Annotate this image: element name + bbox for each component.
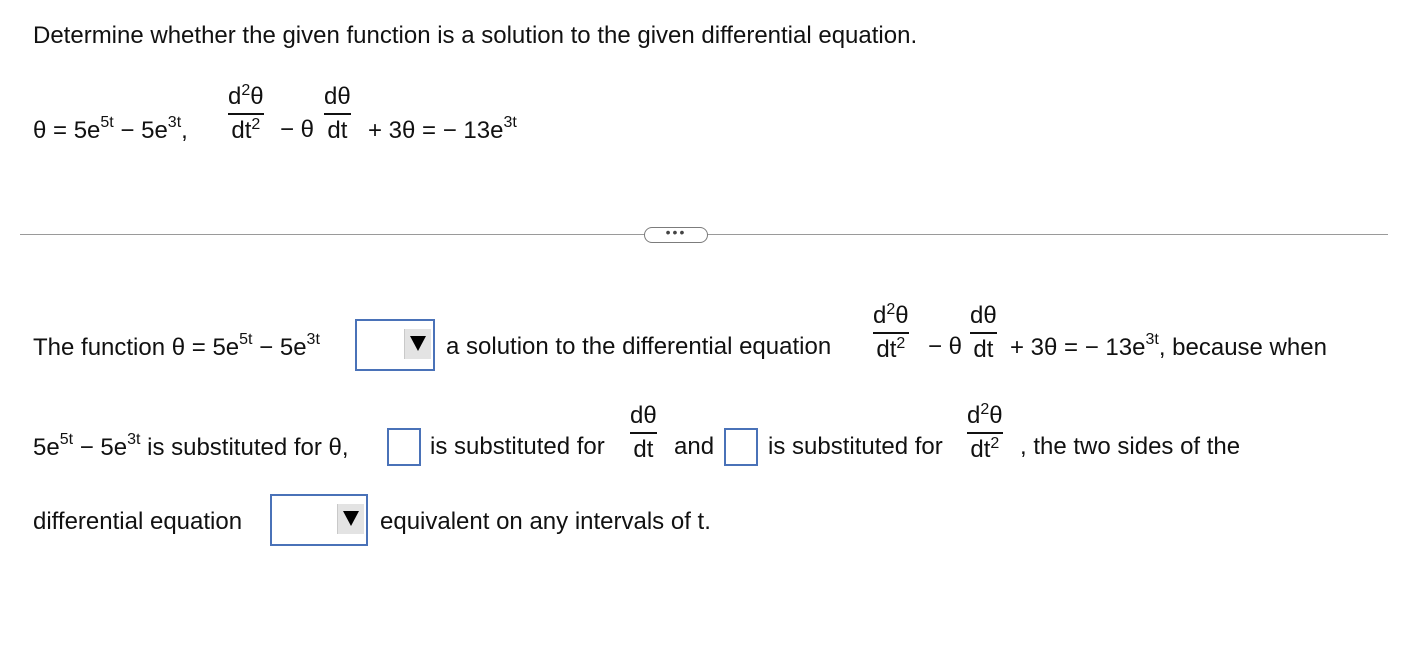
numerator: dθ (970, 302, 997, 329)
answer-line1-prefix (33, 333, 320, 362)
fraction-dtheta-dt (970, 302, 997, 363)
exponent: 2 (886, 301, 896, 318)
dtheta-dt-answer-box[interactable] (387, 428, 421, 466)
text: The function θ = 5e (33, 334, 240, 361)
rhs-text: + 3θ = − 13e (368, 117, 504, 144)
answer-line1-text: a solution to the differential equation (446, 333, 832, 360)
exponent: 5t (239, 331, 253, 348)
theta: θ (895, 302, 909, 329)
fraction-bar (970, 332, 997, 334)
fraction-dtheta-dt (630, 402, 657, 463)
denominator: dt (973, 335, 994, 363)
d: d (228, 83, 242, 110)
are-arenot-dropdown[interactable] (270, 494, 368, 546)
denominator: dt (633, 435, 654, 463)
numerator (967, 401, 1003, 429)
equation-rhs (1010, 333, 1327, 362)
d: d (873, 302, 887, 329)
text: 5e (33, 434, 60, 461)
fraction-dtheta-dt (324, 83, 351, 144)
question-prompt: Determine whether the given function is a solution to the given differential equation. (33, 22, 918, 49)
exponent: 3t (503, 114, 517, 131)
dt: dt (970, 435, 991, 463)
equivalent-text: equivalent on any intervals of t. (380, 508, 711, 535)
equation-rhs (368, 116, 517, 145)
fraction-bar (228, 113, 264, 115)
dt: dt (876, 335, 897, 363)
denominator (970, 434, 1000, 463)
fraction-bar (967, 432, 1003, 434)
fraction-d2theta-dt2 (228, 82, 264, 144)
exponent: 5t (59, 431, 74, 448)
more-button[interactable]: ••• (644, 227, 708, 243)
exponent: 3t (167, 114, 182, 131)
fraction-bar (324, 113, 351, 115)
fraction-d2theta-dt2 (873, 301, 909, 363)
dropdown-arrow-icon[interactable] (337, 504, 364, 534)
substituted-for-text: is substituted for (430, 433, 605, 460)
function-text: θ = 5e (33, 117, 101, 144)
denominator: dt (327, 116, 348, 144)
and-text: and (674, 433, 715, 460)
dropdown-arrow-icon[interactable] (404, 329, 431, 359)
fraction-bar (873, 332, 909, 334)
denominator (231, 115, 261, 144)
exponent: 3t (127, 431, 141, 448)
exponent: 2 (990, 434, 1000, 452)
substituted-for-text: is substituted for (768, 433, 943, 460)
differential-equation-text: differential equation (33, 508, 243, 535)
exponent: 3t (306, 331, 320, 348)
exponent: 2 (241, 82, 251, 99)
exponent: 2 (896, 334, 906, 352)
text: is substituted for θ, (140, 434, 349, 461)
function-text: − 5e (113, 117, 168, 144)
d: d (967, 402, 981, 429)
two-sides-text: , the two sides of the (1020, 433, 1241, 460)
text: , because when (1158, 334, 1327, 361)
minus-theta: − θ (928, 333, 963, 360)
fraction-d2theta-dt2 (967, 401, 1003, 463)
answer-line2-prefix (33, 433, 349, 462)
exponent: 5t (100, 114, 114, 131)
exponent: 2 (251, 115, 261, 133)
comma: , (181, 117, 188, 144)
minus-theta: − θ (280, 116, 315, 143)
exponent: 2 (980, 401, 990, 418)
fraction-bar (630, 432, 657, 434)
dt: dt (231, 116, 252, 144)
theta: θ (989, 402, 1003, 429)
text: + 3θ = − 13e (1010, 334, 1146, 361)
exponent: 3t (1145, 331, 1159, 348)
is-isnot-dropdown[interactable] (355, 319, 435, 371)
text: − 5e (252, 334, 307, 361)
numerator: dθ (324, 83, 351, 110)
denominator (876, 334, 906, 363)
given-function (33, 116, 188, 145)
text: − 5e (73, 434, 128, 461)
numerator (873, 301, 909, 329)
theta: θ (250, 83, 264, 110)
d2theta-dt2-answer-box[interactable] (724, 428, 758, 466)
numerator: dθ (630, 402, 657, 429)
numerator (228, 82, 264, 110)
